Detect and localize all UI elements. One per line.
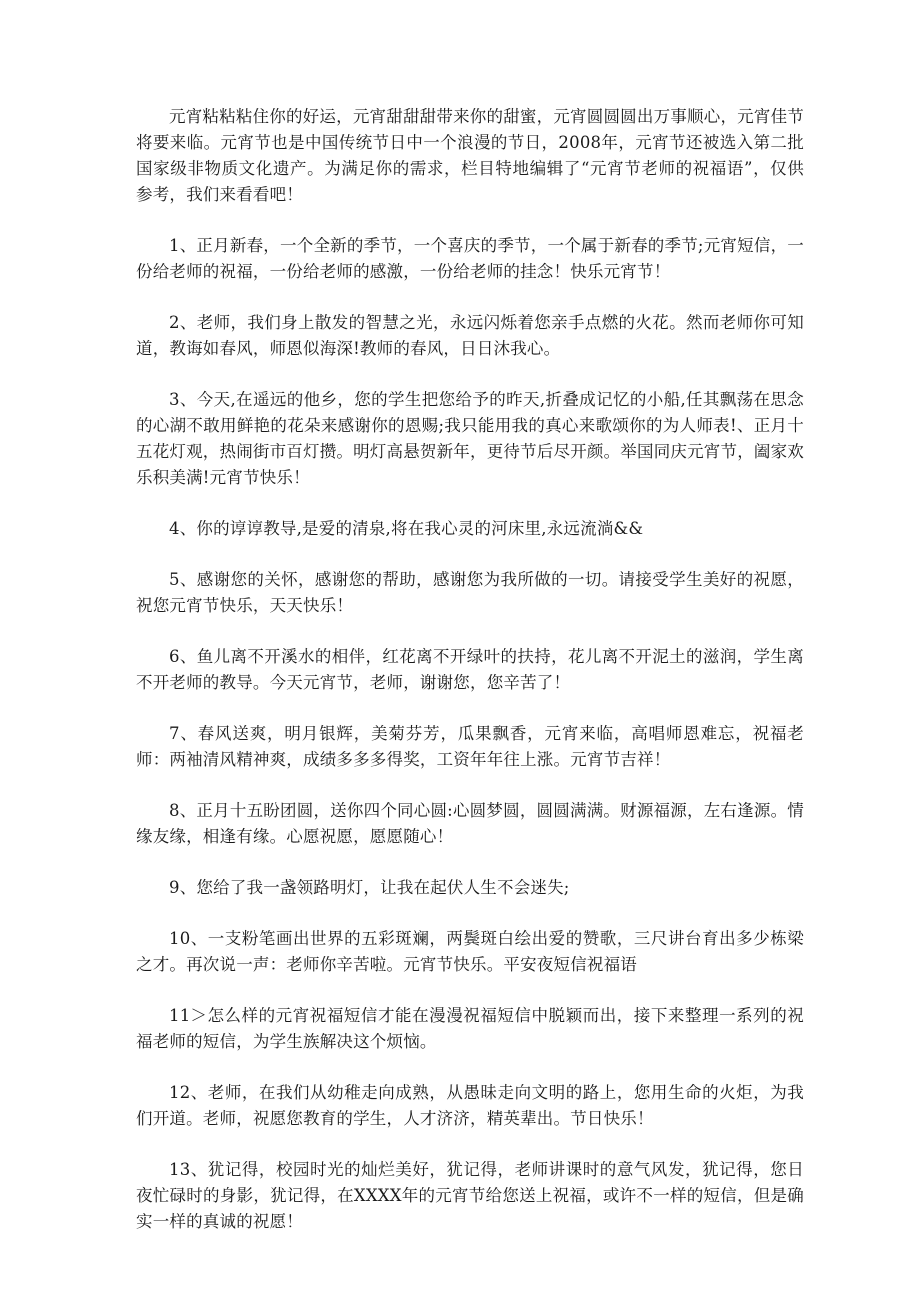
wish-paragraph-2: 2、老师，我们身上散发的智慧之光，永远闪烁着您亲手点燃的火花。然而老师你可知道，教诲如春风，师恩似海深!教师的春风，日日沐我心。: [136, 313, 804, 358]
wish-paragraph-4: 4、你的谆谆教导,是爱的清泉,将在我心灵的河床里,永远流淌&&: [169, 519, 644, 538]
wish-paragraph-12: 12、老师，在我们从幼稚走向成熟，从愚昧走向文明的路上，您用生命的火炬，为我们开道。老师，祝愿您教育的学生，人才济济，精英辈出。节日快乐！: [136, 1083, 804, 1128]
wish-paragraph-7: 7、春风送爽，明月银辉，美菊芬芳，瓜果飘香，元宵来临，高唱师恩难忘，祝福老师：两袖清风精神爽，成绩多多多得奖，工资年年往上涨。元宵节吉祥！: [136, 724, 804, 769]
wish-paragraph-5: 5、感谢您的关怀，感谢您的帮助，感谢您为我所做的一切。请接受学生美好的祝愿，祝您元宵节快乐，天天快乐！: [136, 570, 804, 615]
wish-paragraph-11: 11＞怎么样的元宵祝福短信才能在漫漫祝福短信中脱颖而出，接下来整理一系列的祝福老师的短信，为学生族解决这个烦恼。: [136, 1006, 804, 1051]
intro-paragraph: 元宵粘粘粘住你的好运，元宵甜甜甜带来你的甜蜜，元宵圆圆圆出万事顺心，元宵佳节将要来临。元宵节也是中国传统节日中一个浪漫的节日，2008年，元宵节还被选入第二批国家级非物质文化遗产。为满足你的需求，栏目特地编辑了“元宵节老师的祝福语”，仅供参考，我们来看看吧！: [136, 107, 804, 204]
document-body: [136, 104, 804, 1260]
wish-paragraph-13: 13、犹记得，校园时光的灿烂美好，犹记得，老师讲课时的意气风发，犹记得，您日夜忙碌时的身影，犹记得，在XXXX年的元宵节给您送上祝福，或许不一样的短信，但是确实一样的真诚的祝愿！: [136, 1160, 804, 1231]
wish-paragraph-3: 3、今天,在遥远的他乡，您的学生把您给予的昨天,折叠成记忆的小船,任其飘荡在思念的心湖不敢用鲜艳的花朵来感谢你的恩赐;我只能用我的真心来歌颂你的为人师表!、正月十五花灯观，热闹街市百灯攒。明灯高悬贺新年，更待节后尽开颜。举国同庆元宵节，阖家欢乐积美满!元宵节快乐！: [136, 390, 804, 487]
wish-paragraph-6: 6、鱼儿离不开溪水的相伴，红花离不开绿叶的扶持，花儿离不开泥土的滋润，学生离不开老师的教导。今天元宵节，老师，谢谢您，您辛苦了！: [136, 647, 804, 692]
wish-paragraph-9: 9、您给了我一盏领路明灯，让我在起伏人生不会迷失;: [169, 878, 570, 897]
wish-paragraph-8: 8、正月十五盼团圆，送你四个同心圆:心圆梦圆，圆圆满满。财源福源，左右逢源。情缘友缘，相逢有缘。心愿祝愿，愿愿随心！: [136, 801, 804, 846]
wish-paragraph-1: 1、正月新春，一个全新的季节，一个喜庆的季节，一个属于新春的季节;元宵短信，一份给老师的祝福，一份给老师的感激，一份给老师的挂念！快乐元宵节！: [136, 236, 804, 281]
wish-paragraph-10: 10、一支粉笔画出世界的五彩斑斓，两鬓斑白绘出爱的赞歌，三尺讲台育出多少栋梁之才。再次说一声：老师你辛苦啦。元宵节快乐。平安夜短信祝福语: [136, 929, 804, 974]
